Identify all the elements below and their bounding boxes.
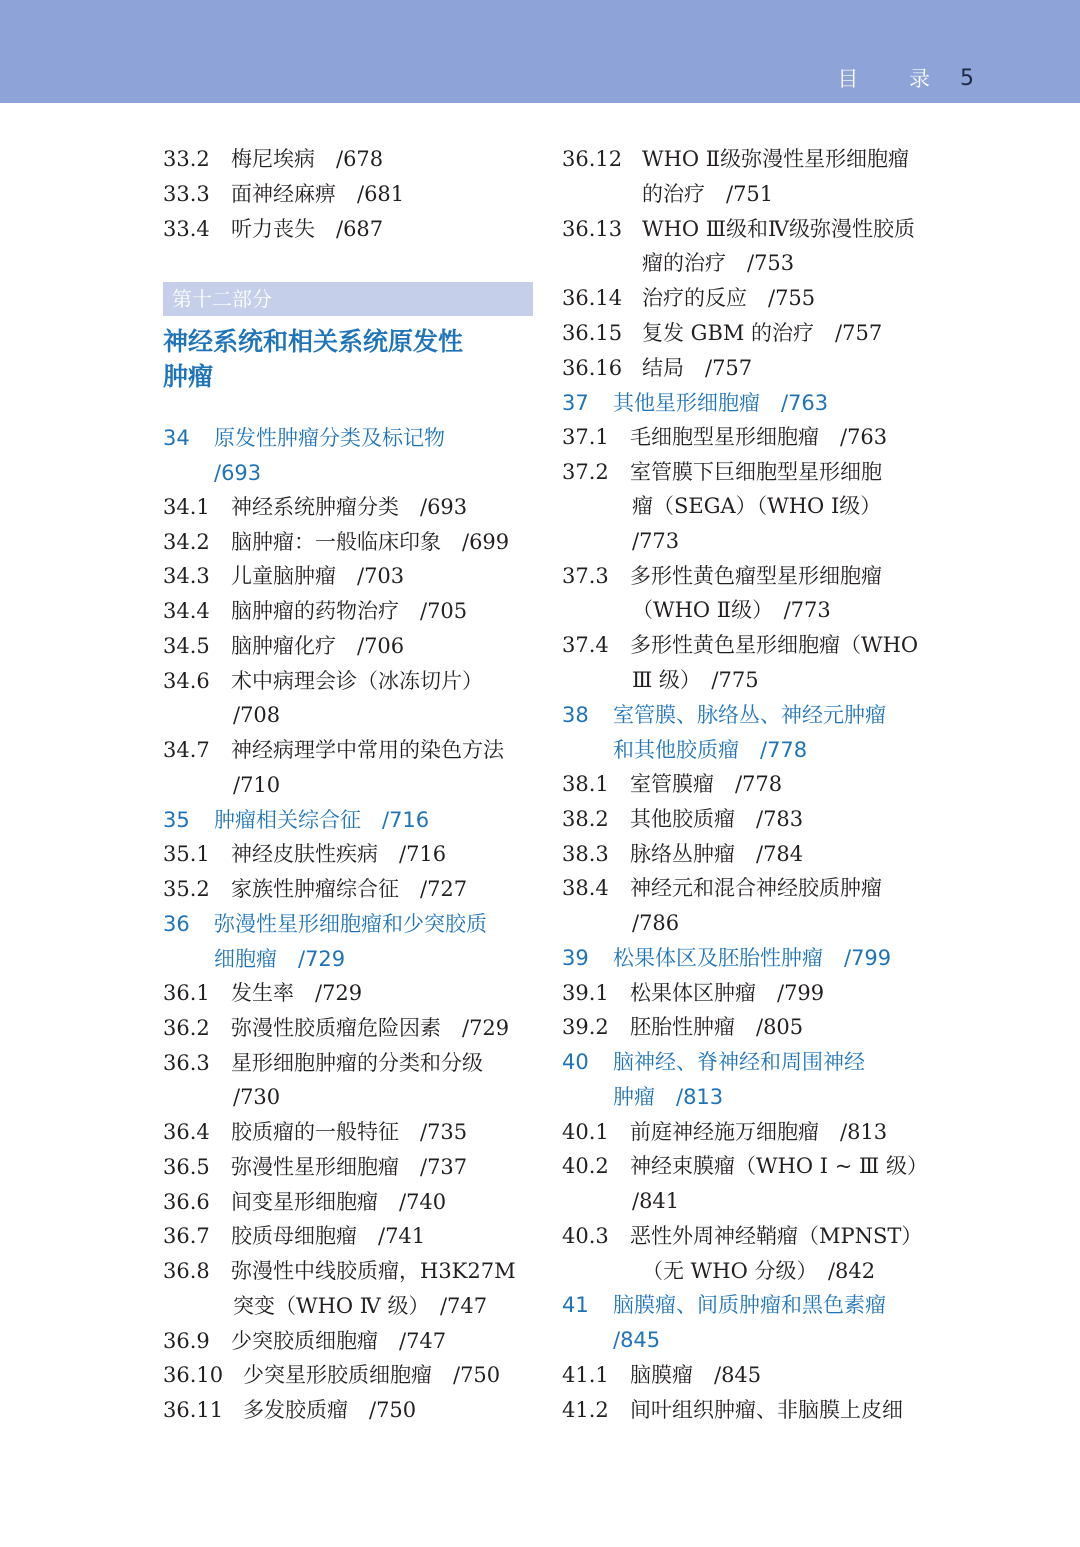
toc-entry[interactable]: 36.9 少突胶质细胞瘤 /747 <box>163 1329 447 1353</box>
toc-chapter-37[interactable]: 37 其他星形细胞瘤 /763 <box>562 391 829 415</box>
toc-chapter-35[interactable]: 35 肿瘤相关综合征 /716 <box>163 808 430 832</box>
toc-entry[interactable]: 36.15 复发 GBM 的治疗 /757 <box>562 321 883 345</box>
toc-entry-cont: 的治疗 /751 <box>642 182 774 206</box>
toc-entry-page: /786 <box>632 911 680 935</box>
toc-entry[interactable]: 41.1 脑膜瘤 /845 <box>562 1363 762 1387</box>
toc-chapter-page: /693 <box>214 461 262 485</box>
toc-entry[interactable]: 36.2 弥漫性胶质瘤危险因素 /729 <box>163 1016 510 1040</box>
part-label-bar: 第十二部分 <box>163 282 533 316</box>
toc-entry[interactable]: 36.7 胶质母细胞瘤 /741 <box>163 1224 426 1248</box>
toc-entry-page: /730 <box>233 1085 281 1109</box>
toc-entry[interactable]: 33.2 梅尼埃病 /678 <box>163 147 384 171</box>
toc-entry[interactable]: 39.1 松果体区肿瘤 /799 <box>562 981 825 1005</box>
toc-entry[interactable]: 36.14 治疗的反应 /755 <box>562 286 816 310</box>
toc-entry[interactable]: 36.5 弥漫性星形细胞瘤 /737 <box>163 1155 468 1179</box>
toc-entry[interactable]: 40.3 恶性外周神经鞘瘤（MPNST） <box>562 1224 923 1248</box>
toc-entry[interactable]: 36.8 弥漫性中线胶质瘤，H3K27M <box>163 1259 516 1283</box>
toc-entry[interactable]: 37.2 室管膜下巨细胞型星形细胞 <box>562 460 882 484</box>
toc-entry[interactable]: 38.1 室管膜瘤 /778 <box>562 772 783 796</box>
page-number: 5 <box>960 65 974 91</box>
toc-entry[interactable]: 38.3 脉络丛肿瘤 /784 <box>562 842 804 866</box>
toc-entry[interactable]: 39.2 胚胎性肿瘤 /805 <box>562 1015 804 1039</box>
toc-entry[interactable]: 33.3 面神经麻痹 /681 <box>163 182 405 206</box>
toc-entry[interactable]: 40.1 前庭神经施万细胞瘤 /813 <box>562 1120 888 1144</box>
toc-chapter-cont: 和其他胶质瘤 /778 <box>613 738 808 762</box>
toc-chapter-39[interactable]: 39 松果体区及胚胎性肿瘤 /799 <box>562 946 892 970</box>
toc-entry[interactable]: 36.13 WHO Ⅲ级和Ⅳ级弥漫性胶质 <box>562 217 916 241</box>
toc-entry[interactable]: 41.2 间叶组织肿瘤、非脑膜上皮细 <box>562 1398 903 1422</box>
toc-entry-cont: 瘤的治疗 /753 <box>642 251 795 275</box>
toc-entry[interactable]: 37.4 多形性黄色星形细胞瘤（WHO <box>562 633 919 657</box>
toc-chapter-40[interactable]: 40 脑神经、脊神经和周围神经 <box>562 1050 865 1074</box>
toc-entry[interactable]: 36.4 胶质瘤的一般特征 /735 <box>163 1120 468 1144</box>
toc-entry-cont: 瘤（SEGA）（WHO Ⅰ级） <box>632 494 882 518</box>
toc-entry[interactable]: 38.2 其他胶质瘤 /783 <box>562 807 804 831</box>
toc-entry[interactable]: 37.3 多形性黄色瘤型星形细胞瘤 <box>562 564 882 588</box>
toc-entry[interactable]: 34.6 术中病理会诊（冰冻切片） <box>163 669 483 693</box>
toc-entry-cont: （WHO Ⅱ级） /773 <box>632 598 831 622</box>
toc-chapter-34[interactable]: 34 原发性肿瘤分类及标记物 <box>163 426 445 450</box>
toc-entry[interactable]: 34.5 脑肿瘤化疗 /706 <box>163 634 405 658</box>
toc-chapter-36[interactable]: 36 弥漫性星形细胞瘤和少突胶质 <box>163 912 487 936</box>
toc-entry[interactable]: 34.7 神经病理学中常用的染色方法 <box>163 738 504 762</box>
toc-entry[interactable]: 38.4 神经元和混合神经胶质肿瘤 <box>562 876 882 900</box>
toc-entry-cont: Ⅲ 级） /775 <box>632 668 759 692</box>
toc-entry-cont: （无 WHO 分级） /842 <box>642 1259 876 1283</box>
toc-entry-page: /773 <box>632 529 680 553</box>
toc-chapter-cont: 肿瘤 /813 <box>613 1085 724 1109</box>
toc-entry[interactable]: 33.4 听力丧失 /687 <box>163 217 384 241</box>
part-title-cont: 肿瘤 <box>163 362 214 391</box>
toc-entry[interactable]: 34.4 脑肿瘤的药物治疗 /705 <box>163 599 468 623</box>
toc-entry-page: /710 <box>233 773 281 797</box>
toc-entry[interactable]: 34.1 神经系统肿瘤分类 /693 <box>163 495 468 519</box>
toc-chapter-cont: 细胞瘤 /729 <box>214 947 346 971</box>
toc-entry[interactable]: 36.12 WHO Ⅱ级弥漫性星形细胞瘤 <box>562 147 910 171</box>
toc-entry[interactable]: 34.2 脑肿瘤：一般临床印象 /699 <box>163 530 510 554</box>
toc-entry[interactable]: 36.11 多发胶质瘤 /750 <box>163 1398 417 1422</box>
toc-entry[interactable]: 36.1 发生率 /729 <box>163 981 363 1005</box>
toc-entry[interactable]: 36.6 间变星形细胞瘤 /740 <box>163 1190 447 1214</box>
toc-entry-cont: 突变（WHO Ⅳ 级） /747 <box>233 1294 488 1318</box>
toc-entry-page: /708 <box>233 703 281 727</box>
part-title: 神经系统和相关系统原发性 <box>163 327 464 356</box>
toc-entry-page: /841 <box>632 1189 680 1213</box>
toc-entry[interactable]: 37.1 毛细胞型星形细胞瘤 /763 <box>562 425 888 449</box>
toc-entry[interactable]: 40.2 神经束膜瘤（WHO Ⅰ ~ Ⅲ 级） <box>562 1154 928 1178</box>
header-label: 目 录 <box>837 67 952 91</box>
toc-entry[interactable]: 36.10 少突星形胶质细胞瘤 /750 <box>163 1363 501 1387</box>
toc-entry[interactable]: 34.3 儿童脑肿瘤 /703 <box>163 564 405 588</box>
toc-chapter-38[interactable]: 38 室管膜、脉络丛、神经元肿瘤 <box>562 703 886 727</box>
running-header <box>837 62 974 94</box>
toc-entry[interactable]: 36.16 结局 /757 <box>562 356 753 380</box>
toc-entry[interactable]: 35.2 家族性肿瘤综合征 /727 <box>163 877 468 901</box>
toc-chapter-page: /845 <box>613 1328 661 1352</box>
toc-entry[interactable]: 35.1 神经皮肤性疾病 /716 <box>163 842 447 866</box>
toc-entry[interactable]: 36.3 星形细胞肿瘤的分类和分级 <box>163 1051 483 1075</box>
toc-chapter-41[interactable]: 41 脑膜瘤、间质肿瘤和黑色素瘤 <box>562 1293 886 1317</box>
